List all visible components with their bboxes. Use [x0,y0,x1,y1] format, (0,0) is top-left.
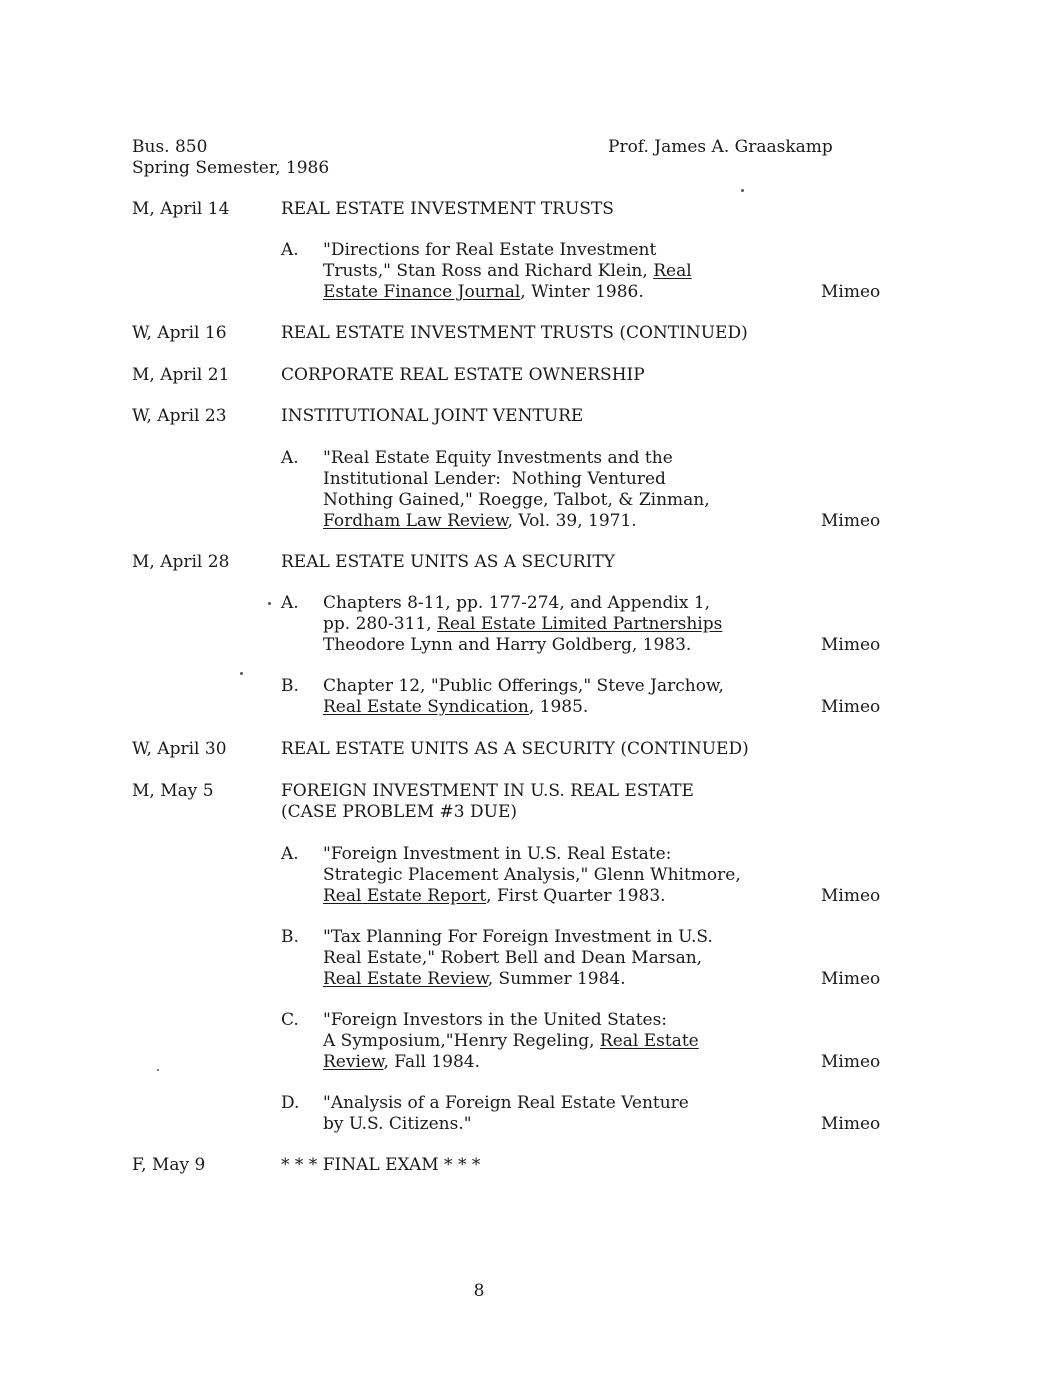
session-topic: REAL ESTATE INVESTMENT TRUSTS [281,199,614,219]
availability-label: Mimeo [821,886,881,906]
reading-letter: A. [281,448,299,468]
reading-citation [323,240,813,303]
book-title: Real Estate Limited Partnerships [437,614,723,634]
reading-letter: A. [281,240,299,260]
citation-line: "Analysis of a Foreign Real Estate Venture [323,1093,689,1113]
scan-speck [741,189,744,192]
session-date: M, April 14 [132,199,230,219]
citation-line: , 1985. [528,697,589,717]
reading-letter: A. [281,844,299,864]
session-topic: CORPORATE REAL ESTATE OWNERSHIP [281,365,645,385]
session-date: M, May 5 [132,781,214,801]
citation-line: pp. 280-311, [323,614,438,634]
reading-citation [323,1093,813,1135]
session-date: M, April 28 [132,552,230,572]
reading-citation [323,1010,813,1073]
journal-title: Real Estate [599,1031,699,1051]
session-topic-note: (CASE PROBLEM #3 DUE) [281,802,518,822]
journal-title: Estate Finance Journal [323,282,521,302]
page-number: 8 [473,1281,485,1301]
reading-letter: B. [281,927,299,947]
session-date: W, April 30 [132,739,227,759]
citation-line: Theodore Lynn and Harry Goldberg, 1983. [323,635,692,655]
journal-title: Real Estate Report [323,886,487,906]
semester: Spring Semester, 1986 [132,158,330,178]
session-date: W, April 23 [132,406,227,426]
citation-line: "Foreign Investment in U.S. Real Estate: [323,844,672,864]
availability-label: Mimeo [821,1052,881,1072]
reading-letter: B. [281,676,299,696]
citation-line: "Real Estate Equity Investments and the [323,448,673,468]
journal-title: Review [323,1052,384,1072]
citation-line: Real Estate," Robert Bell and Dean Marsan, [323,948,703,968]
journal-title: Fordham Law Review [323,511,508,531]
reading-citation [323,593,813,656]
scan-speck [240,672,243,675]
citation-line: "Foreign Investors in the United States: [323,1010,668,1030]
reading-letter: C. [281,1010,299,1030]
course-header [132,137,329,179]
reading-citation [323,844,813,907]
citation-line: , Summer 1984. [487,969,626,989]
citation-line: , Vol. 39, 1971. [507,511,637,531]
availability-label: Mimeo [821,969,881,989]
availability-label: Mimeo [821,511,881,531]
session-topic: FOREIGN INVESTMENT IN U.S. REAL ESTATE [281,781,694,801]
session-topic: * * * FINAL EXAM * * * [281,1155,481,1175]
availability-label: Mimeo [821,635,881,655]
session-topic: REAL ESTATE UNITS AS A SECURITY [281,552,615,572]
session-topic: REAL ESTATE UNITS AS A SECURITY (CONTINUED) [281,739,749,759]
scan-speck [268,602,271,605]
reading-citation [323,676,813,718]
citation-line: , First Quarter 1983. [486,886,666,906]
session-date: F, May 9 [132,1155,206,1175]
citation-line: , Winter 1986. [520,282,644,302]
availability-label: Mimeo [821,1114,881,1134]
journal-title: Real Estate Review [323,969,488,989]
citation-line: "Tax Planning For Foreign Investment in U.S. [323,927,713,947]
journal-title: Real [653,261,692,281]
citation-line: Institutional Lender: Nothing Ventured [323,469,666,489]
citation-line: "Directions for Real Estate Investment [323,240,657,260]
session-date: W, April 16 [132,323,227,343]
reading-citation [323,927,813,990]
reading-letter: D. [281,1093,300,1113]
reading-letter: A. [281,593,299,613]
citation-line: Chapters 8-11, pp. 177-274, and Appendix 1, [323,593,711,613]
citation-line: by U.S. Citizens." [323,1114,472,1134]
book-title: Real Estate Syndication [323,697,529,717]
session-topic: REAL ESTATE INVESTMENT TRUSTS (CONTINUED) [281,323,748,343]
availability-label: Mimeo [821,282,881,302]
scan-speck [157,1069,159,1071]
citation-line: Chapter 12, "Public Offerings," Steve Jarchow, [323,676,724,696]
citation-line: Strategic Placement Analysis," Glenn Whitmore, [323,865,741,885]
session-topic: INSTITUTIONAL JOINT VENTURE [281,406,584,426]
availability-label: Mimeo [821,697,881,717]
professor-name: Prof. James A. Graaskamp [608,137,833,157]
session-date: M, April 21 [132,365,230,385]
citation-line: Trusts," Stan Ross and Richard Klein, [323,261,654,281]
citation-line: A Symposium,"Henry Regeling, [323,1031,600,1051]
course-number: Bus. 850 [132,137,208,157]
reading-citation [323,448,813,532]
citation-line: , Fall 1984. [383,1052,481,1072]
citation-line: Nothing Gained," Roegge, Talbot, & Zinman, [323,490,710,510]
